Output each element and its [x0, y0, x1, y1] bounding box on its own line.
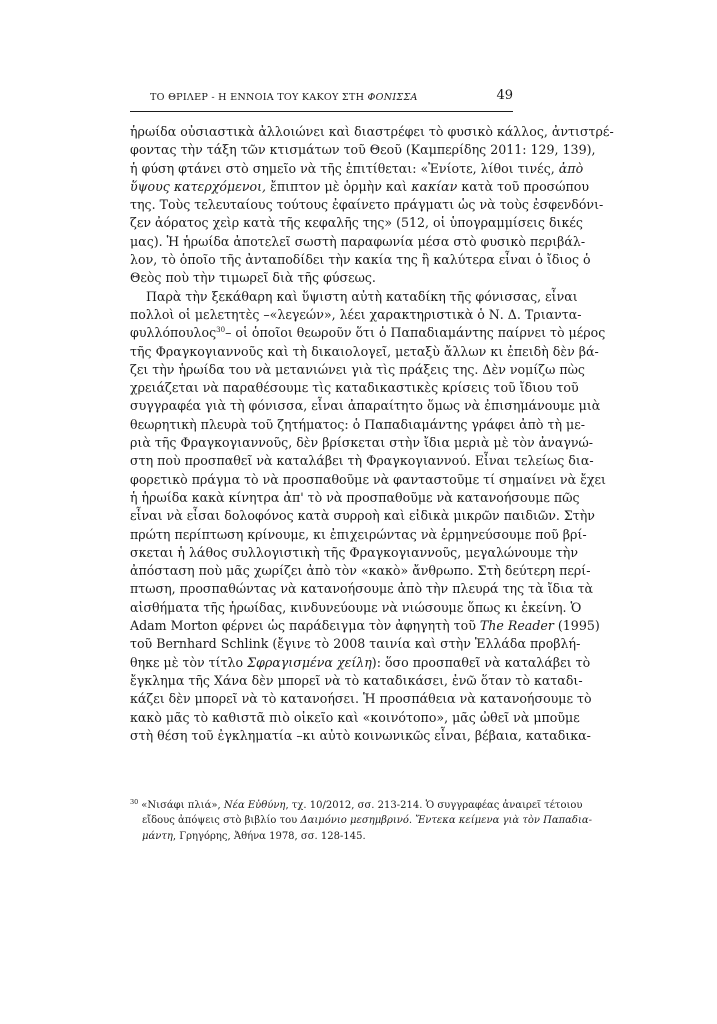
text-line [130, 324, 606, 342]
text-line: στη ποὺ προσπαθεῖ νὰ καταλάβει τὴ Φραγκογιαννού. Εἶναι τελείως δια- [130, 453, 594, 469]
text-line: συγγραφέα γιὰ τὴ φόνισσα, εἶναι ἀπαραίτητο ὅμως νὰ ἐπισημάνουμε μιὰ [130, 398, 601, 414]
running-head-italic: ΦΟΝΙΣΣΑ [367, 92, 418, 103]
text-line [130, 178, 590, 196]
italic-span: Νέα Εὐθύνη [223, 800, 286, 811]
text-span: , τχ. 10/2012, σσ. 213-214. Ὁ συγγραφέας ἀναιρεῖ τέτοιου [285, 800, 583, 811]
text-line [130, 617, 600, 635]
italic-span: μάντη [142, 830, 173, 842]
running-head-text: ΤΟ ΘΡΙΛΕΡ - Η ΕΝΝΟΙΑ ΤΟΥ ΚΑΚΟΥ ΣΤΗ [150, 92, 365, 103]
text-line: σκεται ἡ λάθος συλλογιστικὴ τῆς Φραγκογιαννοῦς, μεγαλώνουμε τὴν [130, 544, 578, 560]
text-span: (1995) [557, 618, 600, 634]
text-line: πολλοὶ οἱ μελετητὲς –«λεγεών», λέει χαρακτηριστικὰ ὁ Ν. Δ. Τριαντα- [130, 306, 582, 322]
text-line: τῆς Φραγκογιαννοῦς καὶ τὴ δικαιολογεῖ, μεταξὺ ἄλλων κι ἐπειδὴ δὲν βά- [130, 343, 599, 359]
text-line: τοῦ Bernhard Schlink (ἔγινε τὸ 2008 ταινία καὶ στὴν Ἑλλάδα προβλή- [130, 636, 581, 652]
text-line: εἶναι νὰ εἶσαι δολοφόνος κατὰ συρροὴ καὶ εἰδικὰ μικρῶν παιδιῶν. Στὴν [130, 508, 595, 524]
footnote-number: 30 [130, 798, 139, 806]
page-number: 49 [496, 88, 513, 103]
text-line: στὴ θέση τοῦ ἐγκληματία –κι αὐτὸ κοινωνικῶς εἶναι, βέβαια, καταδικα- [130, 727, 591, 743]
italic-span: ὕψους κατερχόμενοι, [130, 178, 267, 194]
footnotes [130, 798, 593, 844]
text-span: , Γρηγόρης, Ἀθήνα 1978, σσ. 128-145. [172, 830, 366, 842]
text-span: ἔπιπτον μὲ ὁρμὴν καὶ [270, 178, 408, 194]
text-line: φοντας τὴν τάξη τῶν κτισμάτων τοῦ Θεοῦ (Καμπερίδης 2011: 129, 139), [130, 142, 596, 158]
footnote-line [130, 829, 513, 844]
page-header [130, 88, 513, 110]
text-line [130, 160, 584, 178]
footnote-line [130, 798, 583, 813]
footnote-line [130, 813, 593, 828]
text-line: κάζει δὲν μπορεῖ νὰ τὸ κατανοήσει. Ἡ προσπάθεια νὰ κατανοήσουμε τὸ [130, 691, 592, 707]
text-line: πρώτη περίπτωση κρίνουμε, κι ἐπιχειρώντας νὰ ἑρμηνεύσουμε ποῦ βρί- [130, 526, 587, 542]
text-line: ἔγκλημα τῆς Χάνα δὲν μπορεῖ νὰ τὸ καταδικάσει, ἐνῶ ὅταν τὸ καταδι- [130, 672, 583, 688]
footnote-reference: 30 [216, 326, 226, 335]
text-span: Adam Morton φέρνει ὡς παράδειγμα τὸν ἀφηγητὴ τοῦ [130, 618, 476, 634]
italic-span: κακίαν [411, 178, 458, 194]
text-span: εἴδους ἀπόψεις στὸ βιβλίο του [142, 815, 298, 827]
italic-span: Δαιμόνιο μεσημβρινό. Ἔντεκα κείμενα γιὰ τὸν Παπαδια- [300, 815, 593, 827]
running-head [150, 92, 418, 103]
italic-span: Σφραγισμένα χείλη [247, 654, 372, 670]
text-line: ἡ ἡρωίδα κακὰ κίνητρα ἀπ' τὸ νὰ προσπαθοῦμε νὰ κατανοήσουμε πῶς [130, 489, 580, 505]
text-line: θεωρητικὴ πλευρὰ τοῦ ζητήματος: ὁ Παπαδιαμάντης γράφει ἀπὸ τὴ με- [130, 416, 585, 432]
text-span: θηκε μὲ τὸν τίτλο [130, 654, 244, 670]
text-line [130, 654, 591, 672]
text-line: πτωση, προσπαθώντας νὰ κατανοήσουμε ἀπὸ τὴν πλευρά της τὰ ἴδια τὰ [130, 581, 594, 597]
text-line: ἀπόσταση ποὺ μᾶς χωρίζει ἀπὸ τὸν «κακὸ» ἄνθρωπο. Στὴ δεύτερη περί- [130, 563, 591, 579]
text-line: μας). Ἡ ἡρωίδα ἀποτελεῖ σωστὴ παραφωνία μέσα στὸ φυσικὸ περιβάλ- [130, 233, 586, 249]
text-span: – οἱ ὁποῖοι θεωροῦν ὅτι ὁ Παπαδιαμάντης παίρνει τὸ μέρος [225, 325, 606, 341]
text-span: ἡ φύση φτάνει στὸ σημεῖο νὰ τῆς ἐπιτίθεται: «Ἐνίοτε, λίθοι τινές, [130, 160, 555, 176]
italic-span: ἀπὸ [558, 160, 584, 176]
italic-span: The Reader [479, 618, 554, 634]
text-line: ριὰ τῆς Φραγκογιαννοῦς, δὲν βρίσκεται στὴν ἴδια μεριὰ μὲ τὸν ἀναγνώ- [130, 435, 594, 451]
text-span: κατὰ τοῦ προσώπου [461, 178, 590, 194]
text-span: ): ὅσο προσπαθεῖ νὰ καταλάβει τὸ [371, 654, 591, 670]
text-line: της. Τοὺς τελευταίους τούτους ἐφαίνετο πράγματι ὡς νὰ τοὺς ἐσφενδόνι- [130, 197, 604, 213]
text-line: ζει τὴν ἡρωίδα του νὰ μετανιώνει γιὰ τὶς πράξεις της. Δὲν νομίζω πὼς [130, 361, 585, 377]
text-line: Θεὸς ποὺ τὴν τιμωρεῖ διὰ τῆς φύσεως. [130, 270, 376, 286]
text-line: ἡρωίδα οὐσιαστικὰ ἀλλοιώνει καὶ διαστρέφει τὸ φυσικὸ κάλλος, ἀντιστρέ- [130, 124, 614, 139]
text-line: αἰσθήματα τῆς ἡρωίδας, κινδυνεύουμε νὰ νιώσουμε ὅπως κι ἐκείνη. Ὁ [130, 599, 582, 615]
text-line: λον, τὸ ὁποῖο τῆς ἀνταποδίδει τὴν κακία της ἢ καλύτερα εἶναι ὁ ἴδιος ὁ [130, 252, 591, 268]
text-line: ζεν ἀόρατος χεὶρ κατὰ τῆς κεφαλῆς της» (512, οἱ ὑπογραμμίσεις δικές [130, 215, 583, 231]
header-rule [130, 111, 513, 112]
text-line: χρειάζεται νὰ παραθέσουμε τὶς καταδικαστικὲς κρίσεις τοῦ ἴδιου τοῦ [130, 380, 579, 396]
text-span: «Νισάφι πλιά», [141, 800, 221, 811]
text-span: φυλλόπουλος [130, 325, 217, 341]
text-line: Παρὰ τὴν ξεκάθαρη καὶ ὕψιστη αὐτὴ καταδίκη τῆς φόνισσας, εἶναι [146, 288, 578, 304]
text-line: κακὸ μᾶς τὸ καθιστᾶ πιὸ οἰκεῖο καὶ «κοινότοπο», μᾶς ὠθεῖ νὰ μποῦμε [130, 709, 580, 725]
body-text [130, 123, 614, 745]
text-line: φορετικὸ πράγμα τὸ νὰ προσπαθοῦμε νὰ φανταστοῦμε τί σημαίνει νὰ ἔχει [130, 471, 606, 487]
